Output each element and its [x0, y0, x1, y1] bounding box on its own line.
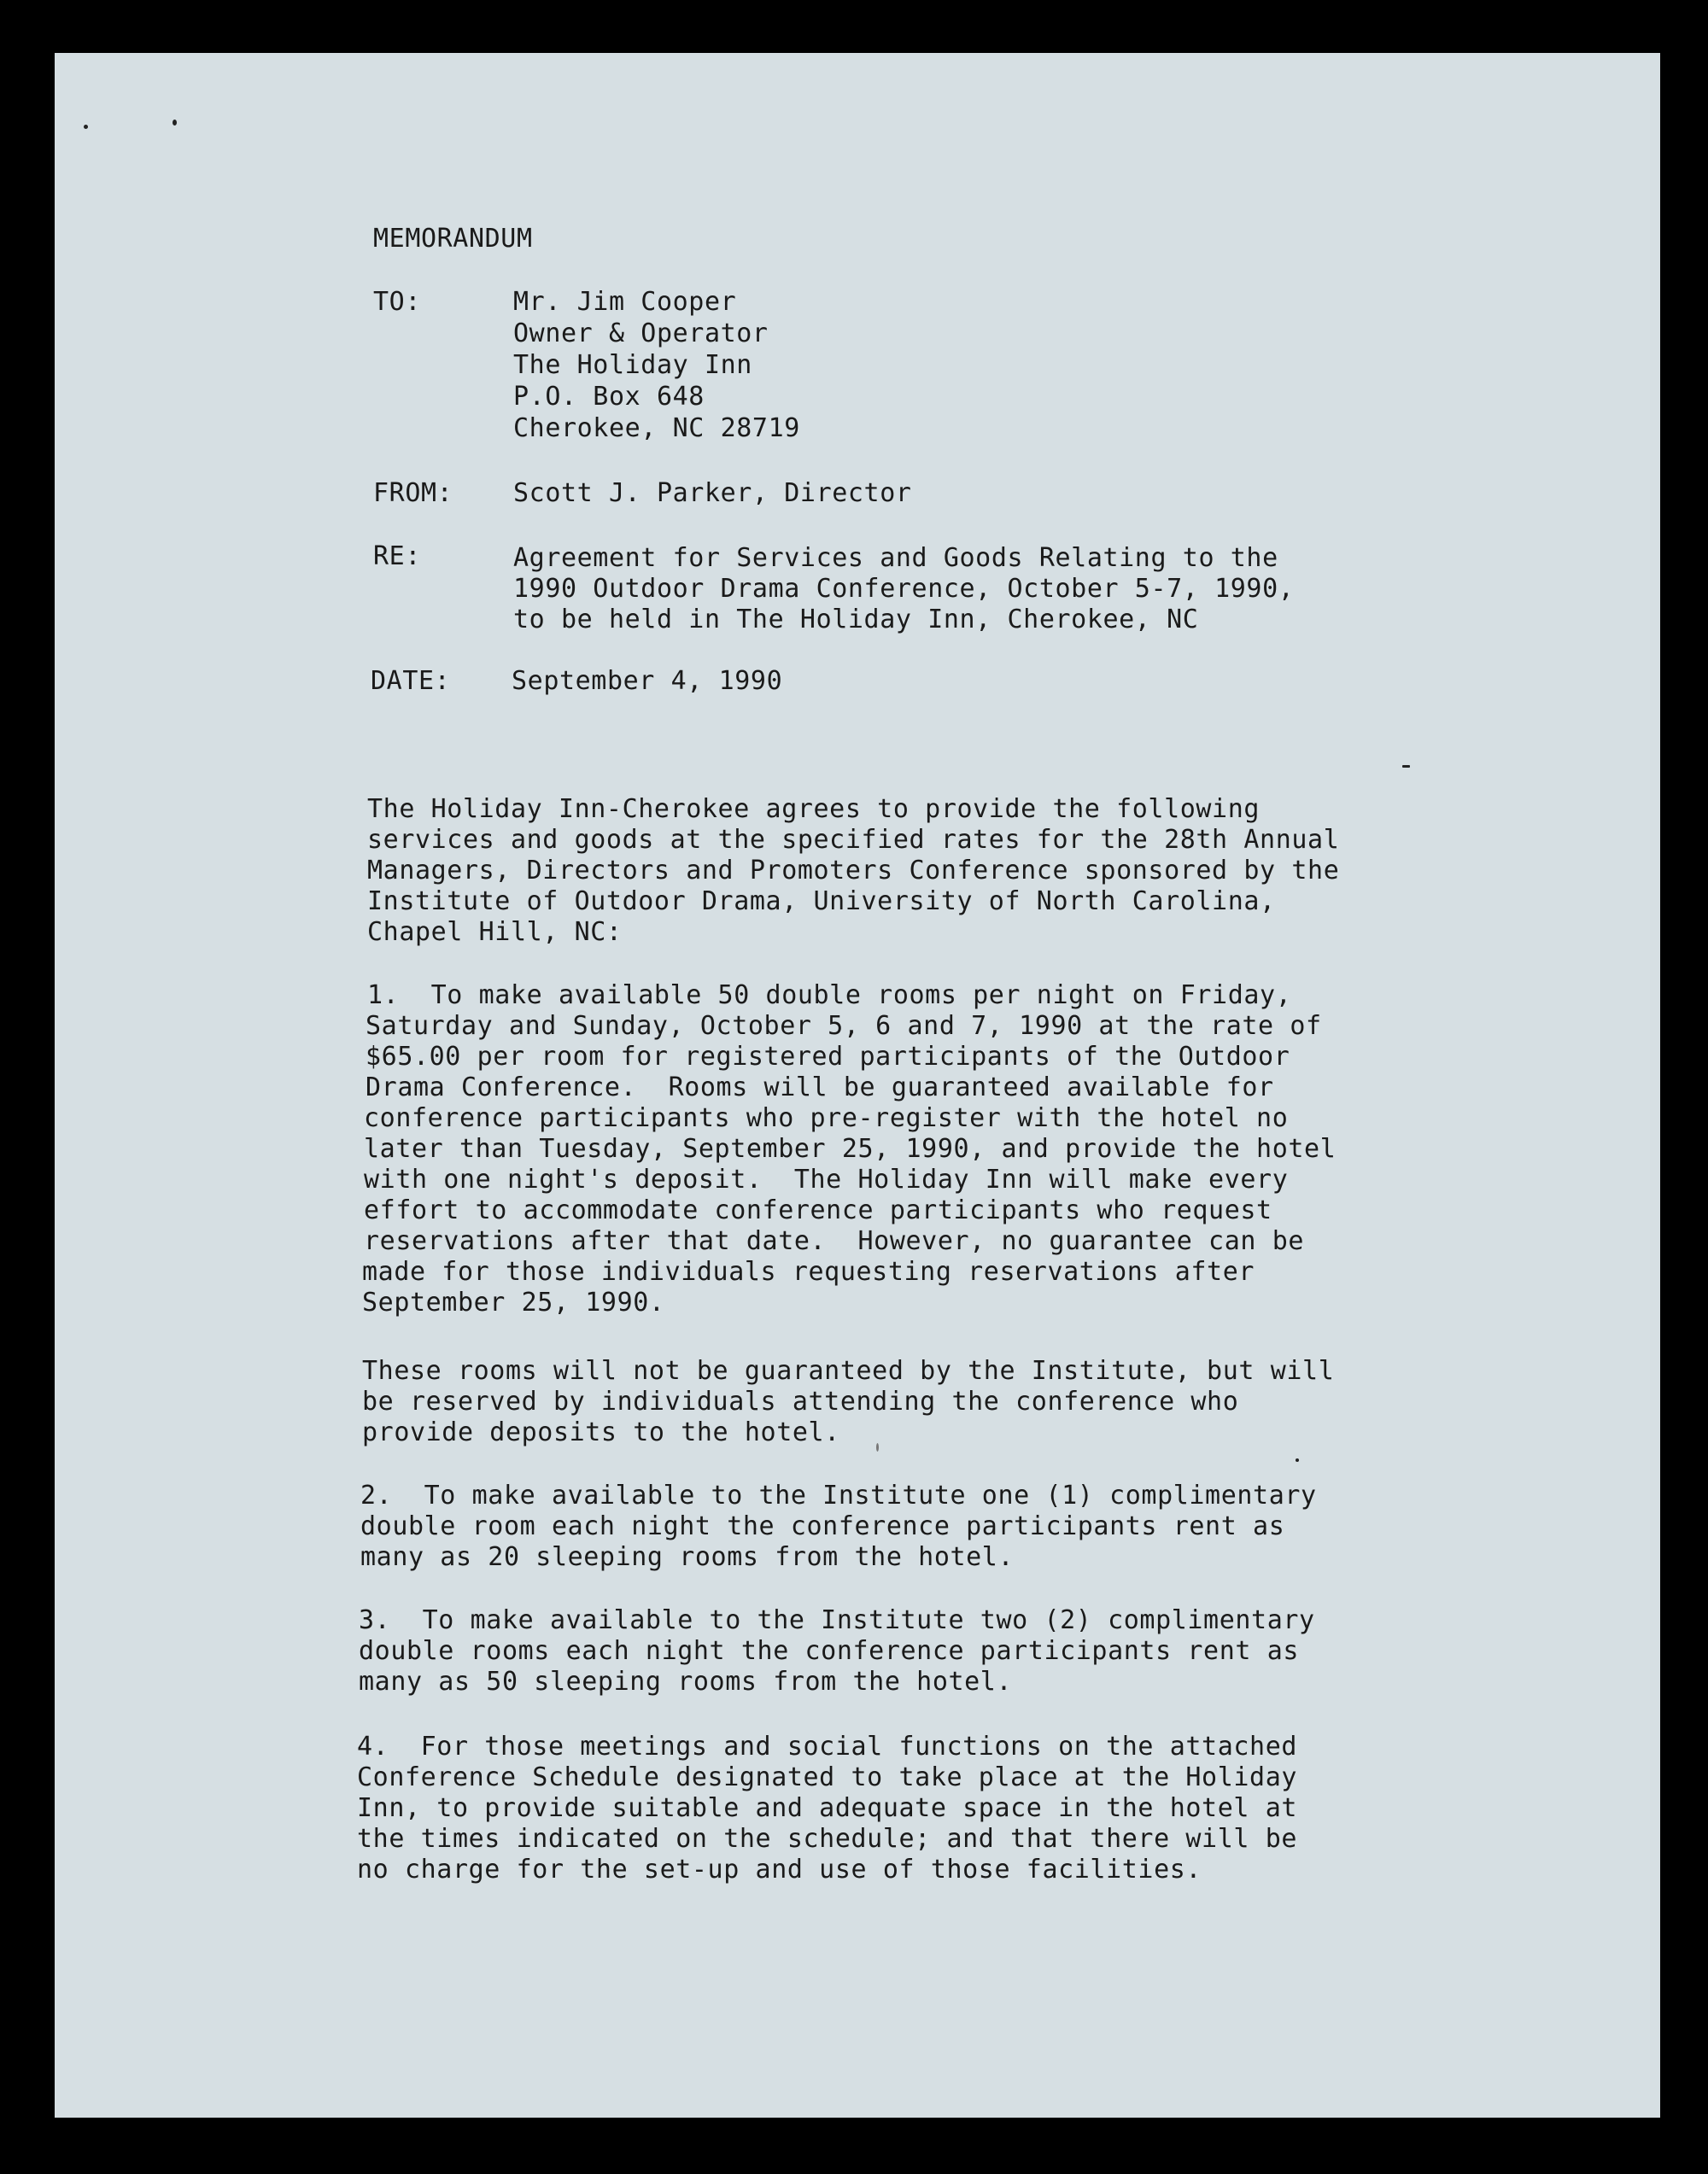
item-1-line: with one night's deposit. The Holiday Inn will make every	[364, 1165, 1289, 1195]
from-label: FROM:	[373, 478, 453, 508]
paper-speck	[1296, 1458, 1299, 1462]
to-line: P.O. Box 648	[513, 382, 705, 412]
item-2-line: many as 20 sleeping rooms from the hotel.	[360, 1542, 1015, 1572]
item-2-line: 2. To make available to the Institute one (1) complimentary	[360, 1481, 1317, 1511]
re-label: RE:	[373, 541, 421, 571]
paper-sheet	[55, 53, 1660, 2118]
to-line: Mr. Jim Cooper	[513, 287, 737, 317]
item-4-line: the times indicated on the schedule; and that there will be	[357, 1824, 1298, 1854]
item-1-line: made for those individuals requesting reservations after	[362, 1257, 1255, 1287]
paper-speck	[173, 120, 177, 126]
memo-document	[55, 53, 1660, 2118]
intro-line: The Holiday Inn-Cherokee agrees to provide the following	[367, 794, 1261, 824]
to-label: TO:	[373, 287, 421, 317]
to-line: The Holiday Inn	[513, 350, 752, 380]
date-label: DATE:	[371, 666, 451, 696]
note-line: These rooms will not be guaranteed by the Institute, but will	[362, 1356, 1335, 1386]
intro-line: services and goods at the specified rates for the 28th Annual	[367, 825, 1340, 855]
re-line: Agreement for Services and Goods Relating to the	[513, 543, 1278, 573]
note-line: provide deposits to the hotel.	[362, 1417, 840, 1447]
item-1-line: reservations after that date. However, no guarantee can be	[364, 1226, 1305, 1256]
item-1-line: Saturday and Sunday, October 5, 6 and 7, 1990 at the rate of	[366, 1011, 1322, 1041]
item-4-line: 4. For those meetings and social functions on the attached	[357, 1732, 1298, 1762]
paper-speck	[1402, 765, 1410, 768]
item-1-line: 1. To make available 50 double rooms per night on Friday,	[367, 980, 1292, 1010]
paper-speck	[876, 1443, 879, 1452]
item-1-line: Drama Conference. Rooms will be guaranteed available for	[366, 1072, 1274, 1102]
re-line: 1990 Outdoor Drama Conference, October 5-7, 1990,	[513, 574, 1295, 604]
item-2-line: double room each night the conference participants rent as	[360, 1511, 1285, 1541]
item-1-line: later than Tuesday, September 25, 1990, and provide the hotel	[364, 1134, 1337, 1164]
intro-line: Institute of Outdoor Drama, University of North Carolina,	[367, 886, 1276, 916]
paper-speck	[84, 125, 88, 129]
intro-line: Chapel Hill, NC:	[367, 917, 623, 947]
from-value: Scott J. Parker, Director	[513, 478, 912, 508]
date-value: September 4, 1990	[512, 666, 783, 696]
item-3-line: double rooms each night the conference participants rent as	[359, 1636, 1300, 1666]
item-1-line: conference participants who pre-register with the hotel no	[364, 1103, 1289, 1133]
re-line: to be held in The Holiday Inn, Cherokee, NC	[513, 605, 1199, 634]
intro-line: Managers, Directors and Promoters Conference sponsored by the	[367, 856, 1340, 885]
item-3-line: many as 50 sleeping rooms from the hotel.	[359, 1667, 1013, 1697]
item-1-line: $65.00 per room for registered participants of the Outdoor	[366, 1042, 1290, 1072]
memo-title: MEMORANDUM	[373, 224, 533, 254]
item-1-line: September 25, 1990.	[362, 1288, 665, 1318]
item-3-line: 3. To make available to the Institute two (2) complimentary	[359, 1605, 1315, 1635]
item-4-line: Inn, to provide suitable and adequate space in the hotel at	[357, 1793, 1298, 1823]
item-4-line: Conference Schedule designated to take place at the Holiday	[357, 1762, 1298, 1792]
to-line: Cherokee, NC 28719	[513, 413, 800, 443]
note-line: be reserved by individuals attending the conference who	[362, 1387, 1239, 1417]
item-1-line: effort to accommodate conference participants who request	[364, 1195, 1272, 1225]
item-4-line: no charge for the set-up and use of those facilities.	[357, 1855, 1202, 1885]
to-line: Owner & Operator	[513, 319, 769, 348]
